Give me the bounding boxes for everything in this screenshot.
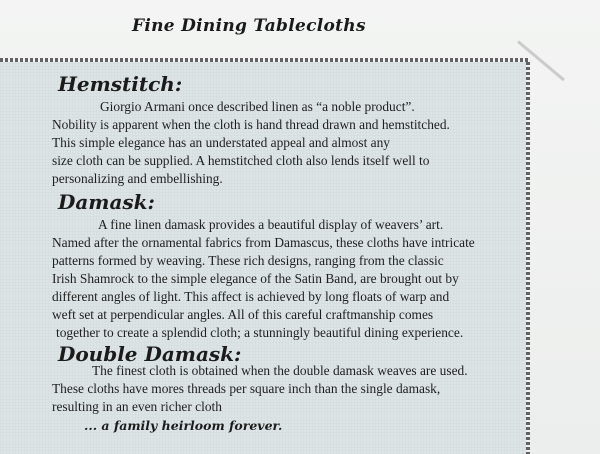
text-line: Irish Shamrock to the simple elegance of the Satin Band, are brought out by — [52, 271, 459, 286]
paragraph-damask — [52, 216, 522, 342]
paragraph-double-damask — [52, 362, 522, 416]
text-line: patterns formed by weaving. These rich designs, ranging from the classic — [52, 253, 444, 268]
text-line: The finest cloth is obtained when the double damask weaves are used. — [92, 363, 468, 378]
tagline: ... a family heirloom forever. — [84, 418, 283, 433]
hemstitch-top — [0, 58, 530, 62]
text-line: A fine linen damask provides a beautiful display of weavers’ art. — [98, 217, 444, 232]
text-line: weft set at perpendicular angles. All of this careful craftmanship comes — [52, 307, 434, 322]
paragraph-hemstitch — [52, 98, 522, 188]
heading-double-damask: Double Damask: — [58, 342, 242, 366]
text-line: These cloths have mores threads per square inch than the single damask, — [52, 381, 441, 396]
text-line: Nobility is apparent when the cloth is hand thread drawn and hemstitched. — [52, 117, 450, 132]
text-line: together to create a splendid cloth; a stunningly beautiful dining experience. — [56, 325, 464, 340]
heading-hemstitch: Hemstitch: — [58, 72, 183, 96]
text-line: Named after the ornamental fabrics from Damascus, these cloths have intricate — [52, 235, 475, 250]
page-title: Fine Dining Tablecloths — [132, 16, 366, 36]
text-line: This simple elegance has an understated appeal and almost any — [52, 135, 390, 150]
hemstitch-right — [526, 62, 530, 454]
text-line: size cloth can be supplied. A hemstitched cloth also lends itself well to — [52, 153, 430, 168]
text-line: resulting in an even richer cloth — [52, 399, 222, 414]
text-line: Giorgio Armani once described linen as “a noble product”. — [100, 99, 415, 114]
heading-damask: Damask: — [58, 190, 155, 214]
text-line: different angles of light. This affect is achieved by long floats of warp and — [52, 289, 450, 304]
text-line: personalizing and embellishing. — [52, 171, 223, 186]
